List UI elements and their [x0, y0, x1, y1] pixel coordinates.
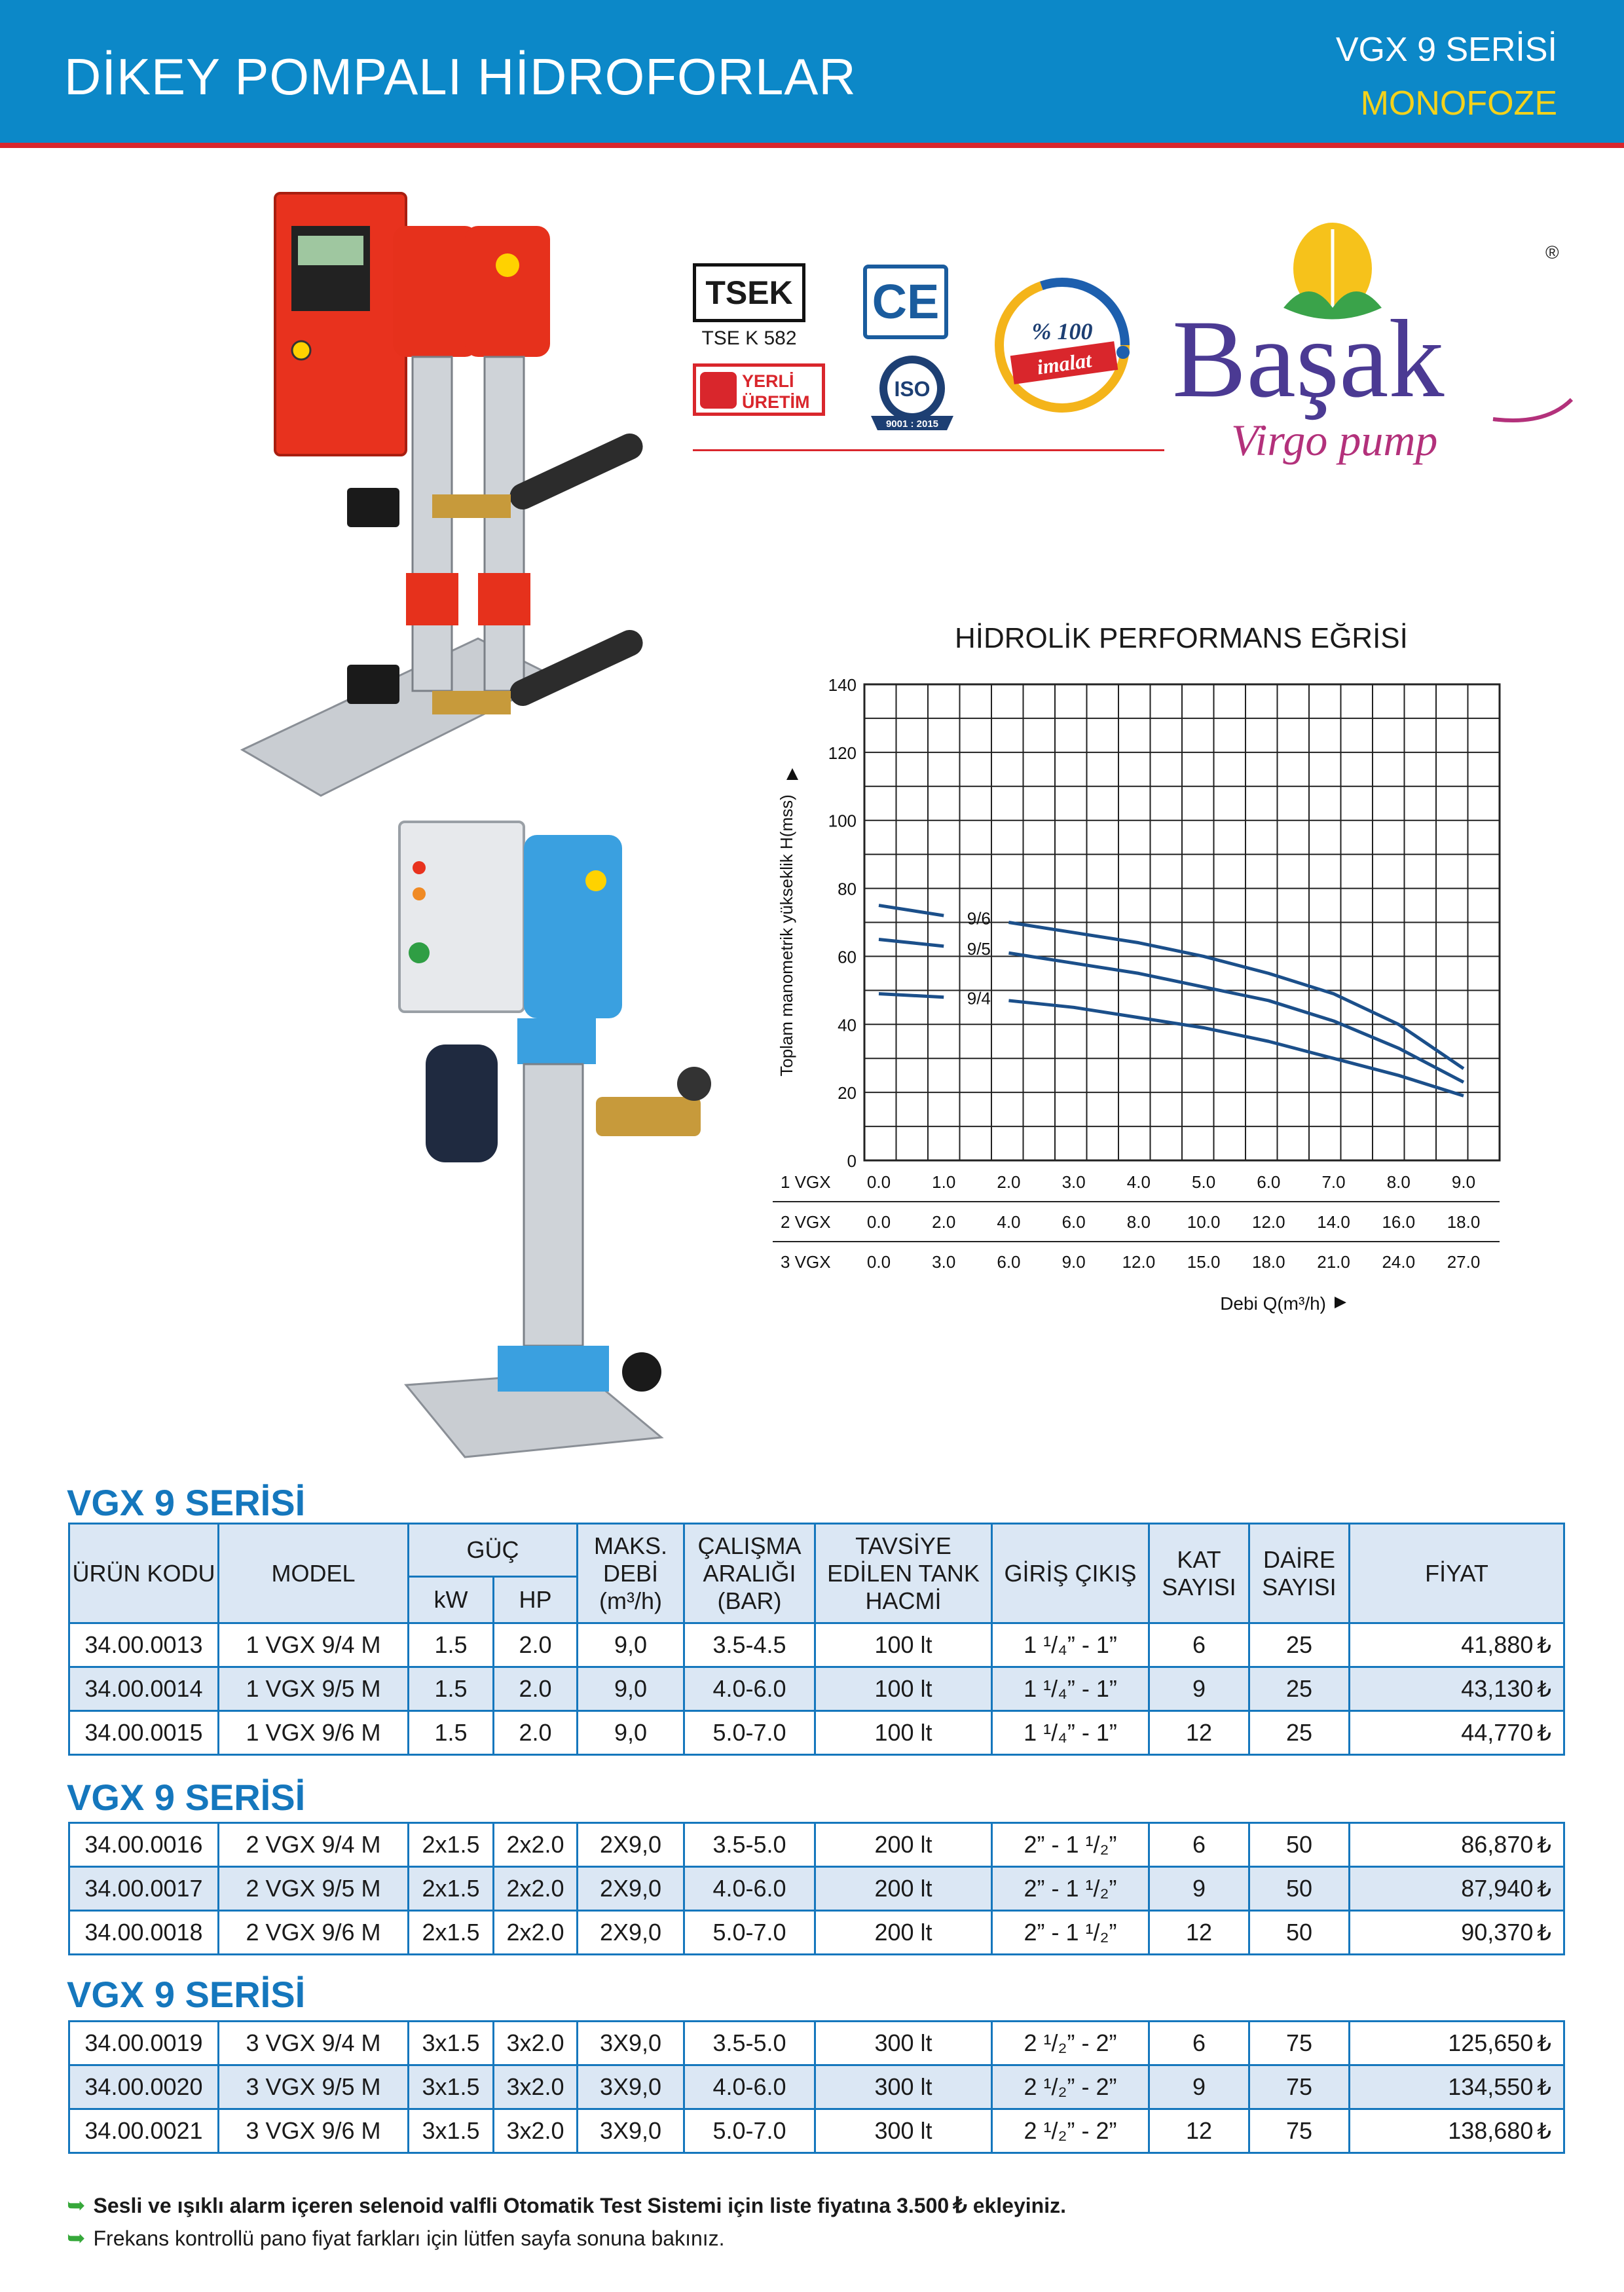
logo-divider	[693, 449, 1164, 451]
cell-flow: 2X9,0	[578, 1823, 684, 1867]
lira-sign: ₺	[953, 2193, 967, 2218]
cell-io: 1 ¹/₄” - 1”	[992, 1623, 1149, 1667]
x-tick-label: 27.0	[1447, 1252, 1481, 1272]
cell-code: 34.00.0016	[69, 1823, 219, 1867]
cell-tank: 100 lt	[815, 1667, 992, 1711]
cell-io: 2 ¹/₂” - 2”	[992, 2109, 1149, 2153]
cell-io: 2 ¹/₂” - 2”	[992, 2022, 1149, 2065]
x-tick-label: 16.0	[1382, 1212, 1416, 1232]
cell-code: 34.00.0017	[69, 1867, 219, 1911]
cell-tank: 300 lt	[815, 2065, 992, 2109]
cell-io: 2” - 1 ¹/₂”	[992, 1823, 1149, 1867]
table-row	[69, 1911, 1564, 1955]
x-tick-label: 2.0	[997, 1172, 1021, 1192]
tsek-caption: TSE K 582	[701, 327, 797, 349]
cell-range: 3.5-5.0	[684, 2022, 815, 2065]
cell-floors: 12	[1149, 2109, 1249, 2153]
x-tick-label: 12.0	[1122, 1252, 1156, 1272]
x-tick-label: 6.0	[1257, 1172, 1281, 1192]
cell-floors: 12	[1149, 1711, 1249, 1755]
page-title: DİKEY POMPALI HİDROFORLAR	[64, 48, 857, 105]
y-axis-label: Toplam manometrik yükseklik H(mss)	[777, 794, 796, 1077]
uretim-label: ÜRETİM	[742, 392, 810, 412]
cell-range: 3.5-4.5	[684, 1623, 815, 1667]
cell-price	[1350, 2022, 1564, 2065]
cell-hp: 2.0	[494, 1667, 578, 1711]
x-tick-label: 18.0	[1252, 1252, 1285, 1272]
cell-code: 34.00.0019	[69, 2022, 219, 2065]
lira-sign: ₺	[1537, 1877, 1551, 1902]
tsek-logo: TSEK	[693, 263, 805, 322]
price-value: 138,680	[1448, 2117, 1534, 2144]
yuzde-yuz-imalat-badge	[992, 275, 1133, 416]
series-line-9-5	[1008, 953, 1464, 1082]
series-start-9-6	[879, 906, 944, 916]
header-flow	[578, 1524, 684, 1623]
cell-io: 1 ¹/₄” - 1”	[992, 1667, 1149, 1711]
x-tick-label: 9.0	[1451, 1172, 1476, 1192]
cell-model: 2 VGX 9/4 M	[219, 1823, 409, 1867]
cell-price	[1350, 1867, 1564, 1911]
y-tick-label: 120	[828, 743, 857, 763]
header-price: FİYAT	[1350, 1524, 1564, 1623]
x-tick-label: 14.0	[1317, 1212, 1350, 1232]
footnote-2-text: Frekans kontrollü pano fiyat farkları için lütfen sayfa sonuna bakınız.	[93, 2227, 725, 2250]
cell-kw: 1.5	[409, 1623, 494, 1667]
cell-flats: 50	[1249, 1867, 1350, 1911]
series-label: 9/6	[967, 908, 991, 929]
header-flats: DAİRE SAYISI	[1249, 1524, 1350, 1623]
cell-price	[1350, 1667, 1564, 1711]
x-tick-label: 6.0	[997, 1252, 1021, 1272]
price-value: 90,370	[1461, 1919, 1534, 1946]
cell-price	[1350, 1711, 1564, 1755]
cell-flow: 2X9,0	[578, 1911, 684, 1955]
cell-hp: 2.0	[494, 1623, 578, 1667]
price-table-1	[68, 1523, 1565, 1756]
cell-floors: 9	[1149, 1867, 1249, 1911]
x-tick-label: 15.0	[1187, 1252, 1221, 1272]
cell-tank: 200 lt	[815, 1867, 992, 1911]
x-tick-label: 4.0	[1126, 1172, 1151, 1192]
cell-hp: 2x2.0	[494, 1911, 578, 1955]
y-tick-label: 0	[847, 1151, 857, 1171]
header-range: ÇALIŞMA ARALIĞI (BAR)	[684, 1524, 815, 1623]
series-label: 9/5	[967, 939, 991, 959]
cell-range: 5.0-7.0	[684, 2109, 815, 2153]
price-value: 41,880	[1461, 1631, 1534, 1658]
cell-flow: 3X9,0	[578, 2109, 684, 2153]
cell-tank: 200 lt	[815, 1911, 992, 1955]
lira-sign: ₺	[1537, 1921, 1551, 1946]
footnote-1-text: Sesli ve ışıklı alarm içeren selenoid valfli Otomatik Test Sistemi için liste fiyatına	[93, 2194, 891, 2217]
arrow-right-icon: ➥	[67, 2193, 86, 2218]
header-flow-unit: (m³/h)	[599, 1587, 662, 1614]
header-kw: kW	[409, 1577, 494, 1623]
basak-brand-logo	[1153, 210, 1578, 465]
header-floors: KAT SAYISI	[1149, 1524, 1249, 1623]
lira-sign: ₺	[1537, 2119, 1551, 2144]
section-title-2: VGX 9 SERİSİ	[67, 1777, 306, 1818]
phase-label: MONOFOZE	[1360, 84, 1557, 122]
cell-floors: 9	[1149, 1667, 1249, 1711]
lira-sign: ₺	[1537, 1677, 1551, 1702]
cell-price	[1350, 1623, 1564, 1667]
cell-code: 34.00.0020	[69, 2065, 219, 2109]
cell-hp: 2x2.0	[494, 1867, 578, 1911]
iso-label: ISO	[894, 377, 931, 401]
cell-range: 3.5-5.0	[684, 1823, 815, 1867]
x-tick-label: 4.0	[997, 1212, 1021, 1232]
cell-floors: 6	[1149, 2022, 1249, 2065]
cell-tank: 300 lt	[815, 2109, 992, 2153]
x-tick-label: 1.0	[932, 1172, 956, 1192]
cell-range: 5.0-7.0	[684, 1711, 815, 1755]
cell-kw: 2x1.5	[409, 1911, 494, 1955]
x-tick-label: 21.0	[1317, 1252, 1350, 1272]
cell-model: 3 VGX 9/4 M	[219, 2022, 409, 2065]
arrow-right-icon: ➥	[67, 2226, 86, 2251]
cell-kw: 1.5	[409, 1711, 494, 1755]
table-row	[69, 1667, 1564, 1711]
section-title-3: VGX 9 SERİSİ	[67, 1974, 306, 2015]
series-title: VGX 9 SERİSİ	[1335, 31, 1557, 69]
twin-pump-booster-image	[216, 180, 674, 809]
header-divider	[0, 143, 1624, 148]
cell-model: 1 VGX 9/5 M	[219, 1667, 409, 1711]
price-value: 86,870	[1461, 1831, 1534, 1858]
x-tick-label: 3.0	[932, 1252, 956, 1272]
header-model: MODEL	[219, 1524, 409, 1623]
y-tick-label: 20	[838, 1083, 857, 1103]
cell-flats: 25	[1249, 1711, 1350, 1755]
header-flow-label: MAKS. DEBİ	[593, 1532, 668, 1587]
footnote-1-price: 3.500	[896, 2194, 950, 2217]
cell-floors: 9	[1149, 2065, 1249, 2109]
cell-range: 4.0-6.0	[684, 2065, 815, 2109]
price-value: 44,770	[1461, 1719, 1534, 1746]
section-title-1: VGX 9 SERİSİ	[67, 1482, 306, 1523]
table-row	[69, 2109, 1564, 2153]
cell-model: 3 VGX 9/6 M	[219, 2109, 409, 2153]
cell-range: 4.0-6.0	[684, 1867, 815, 1911]
price-value: 125,650	[1448, 2029, 1534, 2056]
performance-chart	[773, 675, 1513, 1316]
cell-model: 1 VGX 9/4 M	[219, 1623, 409, 1667]
x-tick-label: 8.0	[1126, 1212, 1151, 1232]
lira-sign: ₺	[1537, 1633, 1551, 1658]
cell-hp: 3x2.0	[494, 2065, 578, 2109]
cell-tank: 200 lt	[815, 1823, 992, 1867]
cell-hp: 2x2.0	[494, 1823, 578, 1867]
handshake-icon	[700, 372, 737, 409]
price-table-3	[68, 2020, 1565, 2154]
cell-flats: 75	[1249, 2022, 1350, 2065]
lira-sign: ₺	[1537, 1721, 1551, 1746]
x-tick-label: 3.0	[1061, 1172, 1086, 1192]
cell-kw: 2x1.5	[409, 1867, 494, 1911]
price-value: 87,940	[1461, 1875, 1534, 1902]
x-scale-label: 2 VGX	[781, 1212, 831, 1232]
single-pump-booster-image	[386, 809, 753, 1464]
cell-flow: 2X9,0	[578, 1867, 684, 1911]
cell-model: 1 VGX 9/6 M	[219, 1711, 409, 1755]
cell-flow: 9,0	[578, 1667, 684, 1711]
table-row	[69, 1711, 1564, 1755]
x-tick-label: 7.0	[1321, 1172, 1346, 1192]
table-row	[69, 1623, 1564, 1667]
iso-badge	[863, 350, 961, 435]
registered-mark: ®	[1545, 242, 1559, 263]
ce-logo: CE	[863, 265, 948, 339]
header-hp: HP	[494, 1577, 578, 1623]
cell-code: 34.00.0013	[69, 1623, 219, 1667]
cell-code: 34.00.0021	[69, 2109, 219, 2153]
footnote-test-system	[67, 2192, 1066, 2219]
cell-range: 4.0-6.0	[684, 1667, 815, 1711]
x-axis-arrow-icon	[1335, 1297, 1346, 1308]
footnote-frequency-panel	[67, 2225, 725, 2251]
x-tick-label: 0.0	[866, 1172, 891, 1192]
header-tank: TAVSİYE EDİLEN TANK HACMİ	[815, 1524, 992, 1623]
lira-sign: ₺	[1537, 2031, 1551, 2056]
x-tick-label: 10.0	[1187, 1212, 1221, 1232]
x-tick-label: 0.0	[866, 1252, 891, 1272]
x-tick-label: 24.0	[1382, 1252, 1416, 1272]
imalat-label: imalat	[1035, 348, 1094, 379]
cell-flats: 75	[1249, 2065, 1350, 2109]
price-table-2	[68, 1822, 1565, 1955]
cell-floors: 6	[1149, 1623, 1249, 1667]
chart-grid	[864, 684, 1500, 1160]
x-tick-label: 12.0	[1252, 1212, 1285, 1232]
y-tick-label: 60	[838, 947, 857, 967]
cell-flats: 50	[1249, 1911, 1350, 1955]
cell-price	[1350, 1911, 1564, 1955]
footnote-1-end: ekleyiniz.	[972, 2194, 1066, 2217]
y-axis-arrow-icon	[786, 768, 798, 780]
header-power: GÜÇ	[409, 1524, 578, 1577]
iso-caption: 9001 : 2015	[885, 418, 939, 430]
cell-kw: 2x1.5	[409, 1823, 494, 1867]
x-axis-label: Debi Q(m³/h)	[1220, 1293, 1326, 1314]
cell-io: 1 ¹/₄” - 1”	[992, 1711, 1149, 1755]
cell-flow: 9,0	[578, 1711, 684, 1755]
cell-kw: 3x1.5	[409, 2065, 494, 2109]
cell-kw: 3x1.5	[409, 2109, 494, 2153]
cell-flats: 25	[1249, 1667, 1350, 1711]
cell-code: 34.00.0018	[69, 1911, 219, 1955]
x-scale-label: 3 VGX	[781, 1252, 831, 1272]
cell-hp: 3x2.0	[494, 2109, 578, 2153]
cell-io: 2” - 1 ¹/₂”	[992, 1911, 1149, 1955]
header-io: GİRİŞ ÇIKIŞ	[992, 1524, 1149, 1623]
cell-tank: 300 lt	[815, 2022, 992, 2065]
cell-flats: 75	[1249, 2109, 1350, 2153]
x-tick-label: 6.0	[1061, 1212, 1086, 1232]
header-code: ÜRÜN KODU	[69, 1524, 219, 1623]
cell-flow: 3X9,0	[578, 2022, 684, 2065]
cell-flow: 9,0	[578, 1623, 684, 1667]
cell-price	[1350, 2109, 1564, 2153]
table-row	[69, 2065, 1564, 2109]
yerli-uretim-badge	[693, 363, 825, 416]
x-tick-label: 8.0	[1386, 1172, 1411, 1192]
price-value: 43,130	[1461, 1675, 1534, 1702]
cell-hp: 2.0	[494, 1711, 578, 1755]
cell-flow: 3X9,0	[578, 2065, 684, 2109]
cell-price	[1350, 1823, 1564, 1867]
cell-range: 5.0-7.0	[684, 1911, 815, 1955]
x-tick-label: 5.0	[1192, 1172, 1216, 1192]
price-value: 134,550	[1448, 2073, 1534, 2100]
cell-flats: 50	[1249, 1823, 1350, 1867]
table-row	[69, 1823, 1564, 1867]
series-label: 9/4	[967, 988, 991, 1008]
cell-hp: 3x2.0	[494, 2022, 578, 2065]
table-row	[69, 1867, 1564, 1911]
cell-price	[1350, 2065, 1564, 2109]
series-start-9-5	[879, 939, 944, 946]
x-tick-label: 9.0	[1061, 1252, 1086, 1272]
cell-flats: 25	[1249, 1623, 1350, 1667]
x-tick-label: 18.0	[1447, 1212, 1481, 1232]
x-tick-label: 0.0	[866, 1212, 891, 1232]
x-scale-label: 1 VGX	[781, 1172, 831, 1192]
cell-io: 2 ¹/₂” - 2”	[992, 2065, 1149, 2109]
cell-io: 2” - 1 ¹/₂”	[992, 1867, 1149, 1911]
x-tick-label: 2.0	[932, 1212, 956, 1232]
cell-kw: 1.5	[409, 1667, 494, 1711]
cell-tank: 100 lt	[815, 1711, 992, 1755]
lira-sign: ₺	[1537, 2075, 1551, 2100]
cell-code: 34.00.0014	[69, 1667, 219, 1711]
y-tick-label: 100	[828, 811, 857, 831]
yerli-label: YERLİ	[742, 371, 794, 391]
cell-kw: 3x1.5	[409, 2022, 494, 2065]
imalat-percent: % 100	[1031, 318, 1093, 344]
cell-floors: 12	[1149, 1911, 1249, 1955]
cell-tank: 100 lt	[815, 1623, 992, 1667]
chart-title: HİDROLİK PERFORMANS EĞRİSİ	[955, 622, 1408, 654]
y-tick-label: 140	[828, 675, 857, 695]
lira-sign: ₺	[1537, 1833, 1551, 1858]
y-tick-label: 40	[838, 1015, 857, 1035]
y-tick-label: 80	[838, 879, 857, 899]
cell-floors: 6	[1149, 1823, 1249, 1867]
cell-model: 2 VGX 9/6 M	[219, 1911, 409, 1955]
cell-code: 34.00.0015	[69, 1711, 219, 1755]
brand-name: Başak	[1172, 297, 1445, 420]
cell-model: 2 VGX 9/5 M	[219, 1867, 409, 1911]
cell-model: 3 VGX 9/5 M	[219, 2065, 409, 2109]
table-row	[69, 2022, 1564, 2065]
series-start-9-4	[879, 994, 944, 997]
brand-subtitle: Virgo pump	[1231, 415, 1438, 465]
